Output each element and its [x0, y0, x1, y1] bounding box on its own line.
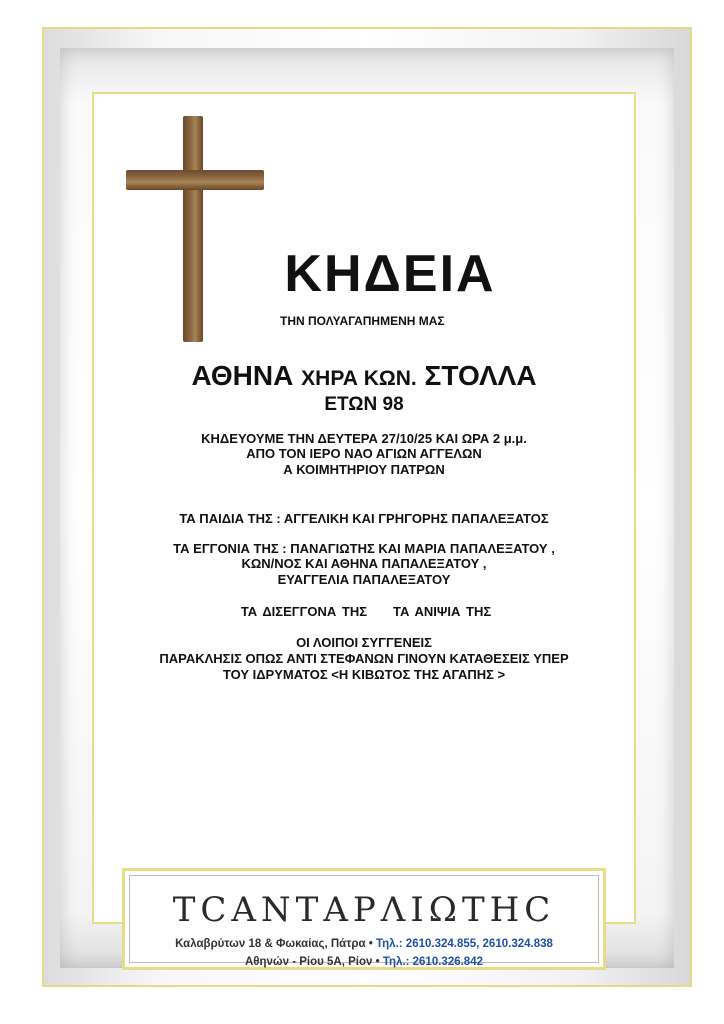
notice-subtitle: ΤΗΝ ΠΟΛΥΑΓΑΠΗΜΕΝΗ ΜΑΣ	[280, 314, 445, 328]
footer-inner-border	[129, 875, 599, 968]
great-grandchildren: ΤΑ ΔΙΣΕΓΓΟΝΑ ΤΗΣ	[240, 604, 368, 619]
phone-rion: 2610.326.842	[412, 956, 483, 968]
deceased-name	[92, 360, 636, 392]
phone-label: Τηλ.:	[382, 956, 413, 968]
phone-patra: 2610.324.855, 2610.324.838	[405, 938, 553, 950]
cross-icon	[126, 116, 264, 342]
grandchildren-line: ΕΥΑΓΓΕΛΙΑ ΠΑΠΑΛΕΞΑΤΟΥ	[277, 572, 451, 587]
name-last: ΣΤΟΛΛΑ	[424, 360, 537, 391]
phone-label: Τηλ.:	[375, 938, 406, 950]
funeral-home-footer	[122, 868, 606, 970]
deceased-age: ΕΤΩΝ 98	[324, 394, 404, 415]
footer-address-line	[130, 938, 598, 950]
name-middle: ΧΗΡΑ ΚΩΝ.	[301, 367, 417, 390]
footer-address-line	[130, 956, 598, 968]
grandchildren-line: ΚΩΝ/ΝΟΣ ΚΑΙ ΑΘΗΝΑ ΠΑΠΑΛΕΞΑΤΟΥ ,	[241, 556, 487, 571]
notice-title: ΚΗΔΕΙΑ	[284, 245, 496, 303]
name-first: ΑΘΗΝΑ	[191, 360, 294, 391]
address-rion: Αθηνών - Ρίου 5Α, Ρίον •	[244, 956, 383, 968]
great-grandchildren-line	[196, 604, 536, 619]
cross-vertical-beam	[183, 116, 203, 342]
ceremony-line: Α ΚΟΙΜΗΤΗΡΙΟΥ ΠΑΤΡΩΝ	[283, 462, 445, 477]
relatives-line: ΟΙ ΛΟΙΠΟΙ ΣΥΓΓΕΝΕΙΣ	[296, 635, 432, 650]
request-line: ΠΑΡΑΚΛΗΣΙΣ ΟΠΩΣ ΑΝΤΙ ΣΤΕΦΑΝΩΝ ΓΙΝΟΥΝ ΚΑΤΑΘΕΣΕΙΣ ΥΠΕΡ	[159, 651, 569, 666]
cross-horizontal-beam	[126, 170, 264, 190]
ceremony-line: ΚΗΔΕΥΟΥΜΕ ΤΗΝ ΔΕΥΤΕΡΑ 27/10/25 ΚΑΙ ΩΡΑ 2 μ.μ.	[201, 431, 527, 446]
nieces-nephews: ΤΑ ΑΝΙΨΙΑ ΤΗΣ	[393, 604, 492, 619]
request-line: ΤΟΥ ΙΔΡΥΜΑΤΟΣ <Η ΚΙΒΩΤΟΣ ΤΗΣ ΑΓΑΠΗΣ >	[222, 667, 506, 682]
funeral-home-logo: ΤCΑΝΤΑΡΛΙΩΤΗC	[172, 890, 556, 930]
children-line: ΤΑ ΠΑΙΔΙΑ ΤΗΣ : ΑΓΓΕΛΙΚΗ ΚΑΙ ΓΡΗΓΟΡΗΣ ΠΑΠΑΛΕΞΑΤΟΣ	[179, 511, 549, 526]
grandchildren-line: ΤΑ ΕΓΓΟΝΙΑ ΤΗΣ : ΠΑΝΑΓΙΩΤΗΣ ΚΑΙ ΜΑΡΙΑ ΠΑΠΑΛΕΞΑΤΟΥ ,	[173, 541, 555, 556]
address-patra: Καλαβρύτων 18 & Φωκαίας, Πάτρα •	[175, 938, 376, 950]
ceremony-line: ΑΠΟ ΤΟΝ ΙΕΡΟ ΝΑΟ ΑΓΙΩΝ ΑΓΓΕΛΩΝ	[246, 446, 482, 461]
